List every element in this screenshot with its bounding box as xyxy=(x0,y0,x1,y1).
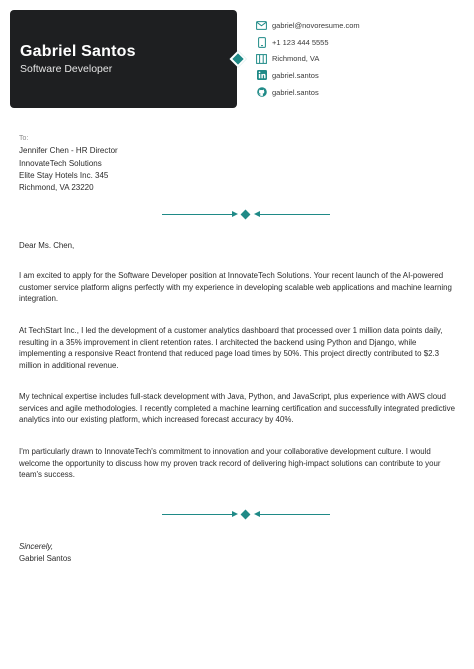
phone-icon xyxy=(256,37,267,48)
contact-list xyxy=(256,17,360,100)
signature-name: Gabriel Santos xyxy=(19,553,72,563)
closing-text: Sincerely, xyxy=(19,542,54,551)
contact-email-text: gabriel@novoresume.com xyxy=(272,20,360,30)
paragraph-text: I am excited to apply for the Software Developer position at InnovateTech Solutions. Your recent launch of the AI-powered customer service platform aligns perfectly with my experience in developing scalable web applications and machine learning integration. xyxy=(19,271,452,304)
contact-linkedin-text: gabriel.santos xyxy=(272,70,319,80)
contact-location xyxy=(256,50,360,67)
recipient-line: InnovateTech Solutions xyxy=(19,158,102,168)
contact-location-text: Richmond, VA xyxy=(272,54,320,64)
recipient-line: Jennifer Chen - HR Director xyxy=(19,146,118,156)
contact-email[interactable] xyxy=(256,17,360,34)
section-divider xyxy=(162,210,330,220)
signoff-block xyxy=(19,541,71,564)
divider-line xyxy=(162,514,234,515)
contact-github[interactable] xyxy=(256,84,360,101)
recipient-line: Elite Stay Hotels Inc. 345 xyxy=(19,170,109,180)
letter-paragraph xyxy=(19,446,455,481)
email-icon xyxy=(256,20,267,31)
paragraph-text: I'm particularly drawn to InnovateTech's commitment to innovation and your collaborative development culture. I would welcome the opportunity to discuss how my proven track record of delivering high-impact solutions can contribute to your team's success. xyxy=(19,447,441,480)
applicant-name: Gabriel Santos xyxy=(20,43,136,60)
to-label: To: xyxy=(19,135,29,142)
divider-arrow xyxy=(232,511,238,517)
divider-line xyxy=(162,214,234,215)
contact-linkedin[interactable] xyxy=(256,67,360,84)
contact-github-text: gabriel.santos xyxy=(272,87,319,97)
divider-line xyxy=(257,514,330,515)
linkedin-icon xyxy=(256,70,267,81)
recipient-line: Richmond, VA 23220 xyxy=(19,183,94,193)
header-block xyxy=(10,10,237,108)
divider-diamond xyxy=(241,509,251,519)
location-icon xyxy=(256,53,267,64)
contact-phone[interactable] xyxy=(256,34,360,51)
letter-paragraph xyxy=(19,270,455,305)
letter-paragraph xyxy=(19,325,455,371)
recipient-block xyxy=(19,133,118,194)
letter-paragraph xyxy=(19,391,455,426)
github-icon xyxy=(256,87,267,98)
applicant-title: Software Developer xyxy=(20,63,113,75)
salutation: Dear Ms. Chen, xyxy=(19,241,75,250)
paragraph-text: At TechStart Inc., I led the development of a customer analytics dashboard that processed over 1 million data points daily, resulting in a 35% improvement in client retention rates. I architected the backend using Python and Django, while implementing a responsive React frontend that reduced page load times by 50%. This project directly contributed to $2.3 million in additional revenue. xyxy=(19,326,443,370)
contact-phone-text: +1 123 444 5555 xyxy=(272,37,329,47)
divider-diamond xyxy=(241,209,251,219)
divider-arrow xyxy=(232,211,238,217)
paragraph-text: My technical expertise includes full-stack development with Java, Python, and JavaScript, plus experience with AWS cloud services and agile methodologies. I recently completed a machine learning certification and successfully integrated predictive analytics into our existing platform, which increased forecast accuracy by 40%. xyxy=(19,392,455,425)
section-divider xyxy=(162,510,330,520)
divider-line xyxy=(257,214,330,215)
